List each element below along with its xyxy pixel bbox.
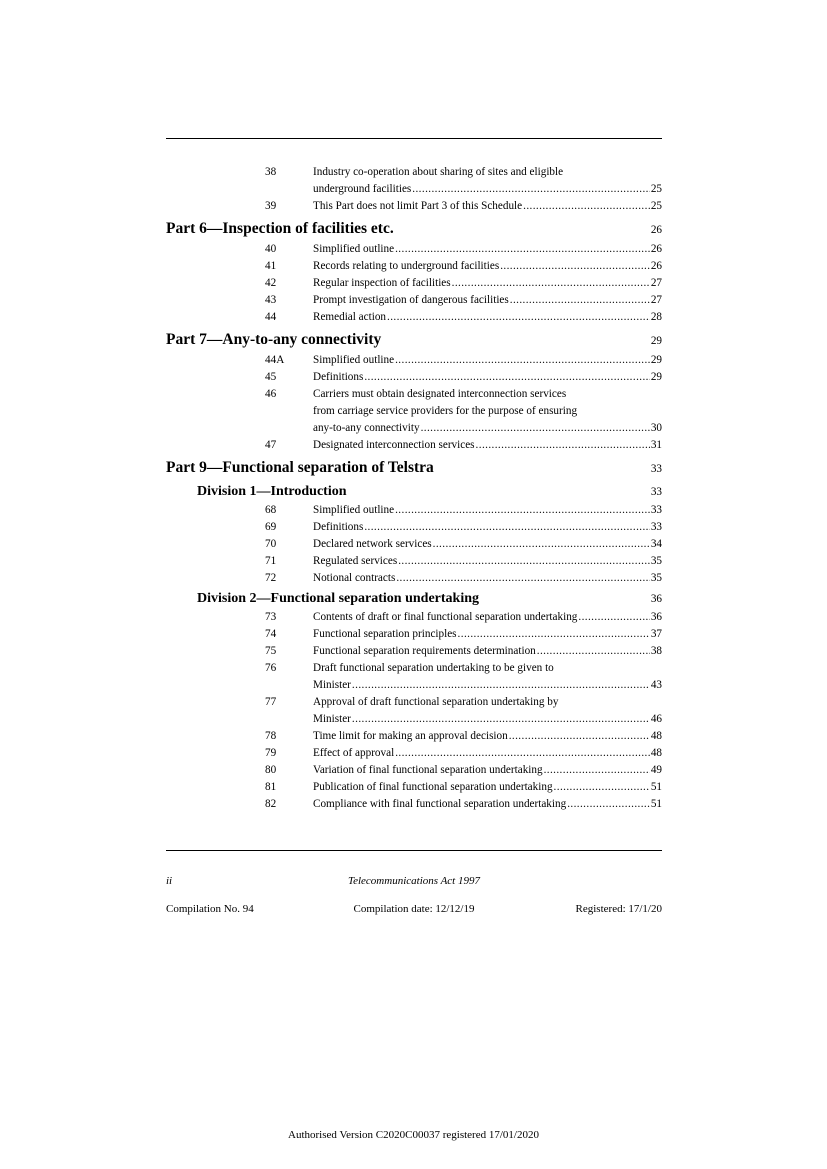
section-title-text: Definitions — [313, 521, 364, 533]
section-title-text: This Part does not limit Part 3 of this Schedule — [313, 200, 523, 212]
toc-entry[interactable] — [166, 386, 662, 437]
division-page-number: 33 — [650, 486, 662, 498]
section-title-line — [313, 536, 662, 553]
section-number: 46 — [265, 388, 277, 400]
section-title-line — [313, 352, 662, 369]
toc-entry[interactable] — [166, 275, 662, 292]
toc-entry[interactable] — [166, 609, 662, 626]
section-page-number: 38 — [650, 645, 662, 657]
division-heading[interactable] — [197, 589, 662, 609]
section-title-text: Draft functional separation undertaking to be given to — [313, 662, 554, 674]
registered-date: Registered: 17/1/20 — [575, 903, 662, 915]
section-page-number: 31 — [650, 439, 662, 451]
section-page-number: 48 — [650, 747, 662, 759]
compilation-number: Compilation No. 94 — [166, 903, 254, 915]
section-title — [313, 728, 662, 745]
section-title-text: any-to-any connectivity — [313, 422, 420, 434]
toc-entry[interactable] — [166, 241, 662, 258]
dot-leader — [395, 502, 650, 519]
dot-leader — [421, 420, 650, 437]
section-number: 42 — [265, 277, 277, 289]
section-number: 75 — [265, 645, 277, 657]
toc-entry[interactable] — [166, 258, 662, 275]
section-title-text: Designated interconnection services — [313, 439, 475, 451]
section-number: 44 — [265, 311, 277, 323]
toc-entry[interactable] — [166, 660, 662, 694]
section-title-text: Time limit for making an approval decision — [313, 730, 508, 742]
section-title-line — [313, 369, 662, 386]
section-title — [313, 643, 662, 660]
section-page-number: 27 — [650, 277, 662, 289]
section-page-number: 26 — [650, 243, 662, 255]
section-title-text: Effect of approval — [313, 747, 395, 759]
section-title — [313, 292, 662, 309]
section-page-number: 51 — [650, 781, 662, 793]
section-title-line — [313, 198, 662, 215]
section-title — [313, 164, 662, 198]
section-title — [313, 536, 662, 553]
section-number: 73 — [265, 611, 277, 623]
section-title-line — [313, 609, 662, 626]
section-page-number: 36 — [650, 611, 662, 623]
section-number: 44A — [265, 354, 285, 366]
dot-leader — [554, 779, 650, 796]
section-page-number: 33 — [650, 521, 662, 533]
dot-leader — [412, 181, 650, 198]
part-title: Part 7—Any-to-any connectivity — [166, 331, 382, 348]
dot-leader — [567, 796, 650, 813]
section-title-text: Simplified outline — [313, 354, 395, 366]
section-title-line — [313, 570, 662, 587]
page-number: ii — [166, 875, 173, 887]
dot-leader — [395, 241, 650, 258]
section-page-number: 29 — [650, 371, 662, 383]
toc-entry[interactable] — [166, 626, 662, 643]
section-title-text: Remedial action — [313, 311, 387, 323]
dot-leader — [387, 309, 650, 326]
section-title — [313, 198, 662, 215]
section-page-number: 46 — [650, 713, 662, 725]
section-title-text: Approval of draft functional separation undertaking by — [313, 696, 559, 708]
section-page-number: 51 — [650, 798, 662, 810]
section-number: 70 — [265, 538, 277, 550]
section-title-line — [313, 745, 662, 762]
section-title-line — [313, 626, 662, 643]
toc-entry[interactable] — [166, 198, 662, 215]
dot-leader — [352, 677, 650, 694]
section-title-line — [313, 502, 662, 519]
dot-leader — [352, 711, 650, 728]
authorised-version: Authorised Version C2020C00037 registered 17/01/2020 — [288, 1129, 539, 1141]
section-title — [313, 762, 662, 779]
section-title-line — [313, 420, 662, 437]
section-page-number: 27 — [650, 294, 662, 306]
division-page-number: 36 — [650, 593, 662, 605]
section-title-line — [313, 762, 662, 779]
dot-leader — [396, 570, 649, 587]
section-number: 68 — [265, 504, 277, 516]
section-number: 72 — [265, 572, 277, 584]
section-title-text: Prompt investigation of dangerous facilities — [313, 294, 509, 306]
toc-entry[interactable] — [166, 745, 662, 762]
section-title-line — [313, 241, 662, 258]
compilation-date: Compilation date: 12/12/19 — [353, 903, 475, 915]
toc-entry[interactable] — [166, 536, 662, 553]
section-title — [313, 519, 662, 536]
toc-entry[interactable] — [166, 352, 662, 369]
section-number: 76 — [265, 662, 277, 674]
part-page-number: 26 — [650, 224, 662, 236]
section-title-line — [313, 181, 662, 198]
part-page-number: 29 — [650, 335, 662, 347]
section-title — [313, 570, 662, 587]
section-title — [313, 275, 662, 292]
section-page-number: 25 — [650, 183, 662, 195]
toc-entry[interactable] — [166, 164, 662, 198]
section-number: 69 — [265, 521, 277, 533]
section-title-text: Industry co-operation about sharing of sites and eligible — [313, 166, 564, 178]
section-title-text: Records relating to underground facilities — [313, 260, 500, 272]
part-heading[interactable] — [166, 457, 662, 480]
section-page-number: 26 — [650, 260, 662, 272]
section-title-text: Declared network services — [313, 538, 432, 550]
section-page-number: 28 — [650, 311, 662, 323]
division-heading[interactable] — [197, 482, 662, 502]
section-title-text: Simplified outline — [313, 243, 395, 255]
section-title-text: Regular inspection of facilities — [313, 277, 451, 289]
table-of-contents — [166, 164, 662, 813]
section-title-text: Minister — [313, 713, 351, 725]
section-title — [313, 626, 662, 643]
section-number: 79 — [265, 747, 277, 759]
part-heading[interactable] — [166, 329, 662, 352]
section-title — [313, 553, 662, 570]
dot-leader — [544, 762, 650, 779]
section-page-number: 37 — [650, 628, 662, 640]
section-number: 78 — [265, 730, 277, 742]
section-title — [313, 369, 662, 386]
toc-entry[interactable] — [166, 292, 662, 309]
dot-leader — [433, 536, 650, 553]
section-title-line — [313, 437, 662, 454]
section-page-number: 33 — [650, 504, 662, 516]
section-title — [313, 352, 662, 369]
section-title-text: Publication of final functional separation undertaking — [313, 781, 553, 793]
toc-entry[interactable] — [166, 694, 662, 728]
toc-entry[interactable] — [166, 570, 662, 587]
section-title-line — [313, 677, 662, 694]
dot-leader — [452, 275, 650, 292]
part-heading[interactable] — [166, 218, 662, 241]
section-title-text: Contents of draft or final functional separation undertaking — [313, 611, 578, 623]
section-number: 71 — [265, 555, 277, 567]
section-title-line — [313, 275, 662, 292]
section-page-number: 35 — [650, 555, 662, 567]
dot-leader — [537, 643, 650, 660]
section-title — [313, 745, 662, 762]
section-title-line — [313, 728, 662, 745]
section-title-line — [313, 643, 662, 660]
dot-leader — [395, 352, 650, 369]
dot-leader — [476, 437, 650, 454]
section-title — [313, 309, 662, 326]
toc-entry[interactable] — [166, 553, 662, 570]
section-title-line — [313, 711, 662, 728]
section-number: 80 — [265, 764, 277, 776]
section-title-text: Regulated services — [313, 555, 398, 567]
section-number: 81 — [265, 781, 277, 793]
toc-entry[interactable] — [166, 796, 662, 813]
section-title-text: Notional contracts — [313, 572, 396, 584]
section-title-text: Simplified outline — [313, 504, 395, 516]
section-title-line — [313, 292, 662, 309]
toc-entry[interactable] — [166, 728, 662, 745]
section-title — [313, 779, 662, 796]
part-page-number: 33 — [650, 463, 662, 475]
section-title-line — [313, 309, 662, 326]
section-title-text: Minister — [313, 679, 351, 691]
section-page-number: 34 — [650, 538, 662, 550]
section-number: 40 — [265, 243, 277, 255]
section-title-text: underground facilities — [313, 183, 412, 195]
section-title-line — [313, 779, 662, 796]
part-title: Part 9—Functional separation of Telstra — [166, 459, 434, 476]
section-title-text: Functional separation principles — [313, 628, 457, 640]
section-title — [313, 437, 662, 454]
section-number: 74 — [265, 628, 277, 640]
dot-leader — [500, 258, 650, 275]
section-title-line — [313, 796, 662, 813]
section-title — [313, 609, 662, 626]
division-title: Division 2—Functional separation undertaking — [197, 591, 479, 606]
section-title-line — [313, 258, 662, 275]
toc-entry[interactable] — [166, 309, 662, 326]
section-title — [313, 796, 662, 813]
top-rule — [166, 138, 662, 139]
part-title: Part 6—Inspection of facilities etc. — [166, 220, 394, 237]
section-page-number: 48 — [650, 730, 662, 742]
section-number: 77 — [265, 696, 277, 708]
dot-leader — [458, 626, 650, 643]
section-title-text: Functional separation requirements determination — [313, 645, 536, 657]
dot-leader — [364, 519, 649, 536]
toc-entry[interactable] — [166, 779, 662, 796]
section-title-text: Compliance with final functional separation undertaking — [313, 798, 567, 810]
section-number: 39 — [265, 200, 277, 212]
section-title-line — [313, 553, 662, 570]
section-number: 82 — [265, 798, 277, 810]
section-page-number: 35 — [650, 572, 662, 584]
section-page-number: 43 — [650, 679, 662, 691]
dot-leader — [523, 198, 650, 215]
dot-leader — [395, 745, 650, 762]
section-title — [313, 258, 662, 275]
section-number: 38 — [265, 166, 277, 178]
section-number: 43 — [265, 294, 277, 306]
section-page-number: 25 — [650, 200, 662, 212]
section-title-text: Variation of final functional separation undertaking — [313, 764, 543, 776]
section-number: 41 — [265, 260, 277, 272]
section-title-line — [313, 519, 662, 536]
section-title-text: from carriage service providers for the purpose of ensuring — [313, 405, 578, 417]
dot-leader — [578, 609, 649, 626]
footer-rule — [166, 850, 662, 851]
toc-entry[interactable] — [166, 437, 662, 454]
section-number: 45 — [265, 371, 277, 383]
section-title — [313, 694, 662, 728]
section-number: 47 — [265, 439, 277, 451]
section-title — [313, 660, 662, 694]
toc-entry[interactable] — [166, 519, 662, 536]
toc-entry[interactable] — [166, 643, 662, 660]
section-page-number: 30 — [650, 422, 662, 434]
section-page-number: 49 — [650, 764, 662, 776]
section-title — [313, 241, 662, 258]
dot-leader — [364, 369, 649, 386]
toc-entry[interactable] — [166, 762, 662, 779]
act-title: Telecommunications Act 1997 — [348, 875, 480, 887]
section-title-text: Definitions — [313, 371, 364, 383]
section-title — [313, 386, 662, 437]
toc-entry[interactable] — [166, 502, 662, 519]
division-title: Division 1—Introduction — [197, 484, 347, 499]
dot-leader — [510, 292, 650, 309]
dot-leader — [509, 728, 650, 745]
section-page-number: 29 — [650, 354, 662, 366]
toc-entry[interactable] — [166, 369, 662, 386]
dot-leader — [398, 553, 650, 570]
section-title — [313, 502, 662, 519]
section-title-text: Carriers must obtain designated interconnection services — [313, 388, 567, 400]
